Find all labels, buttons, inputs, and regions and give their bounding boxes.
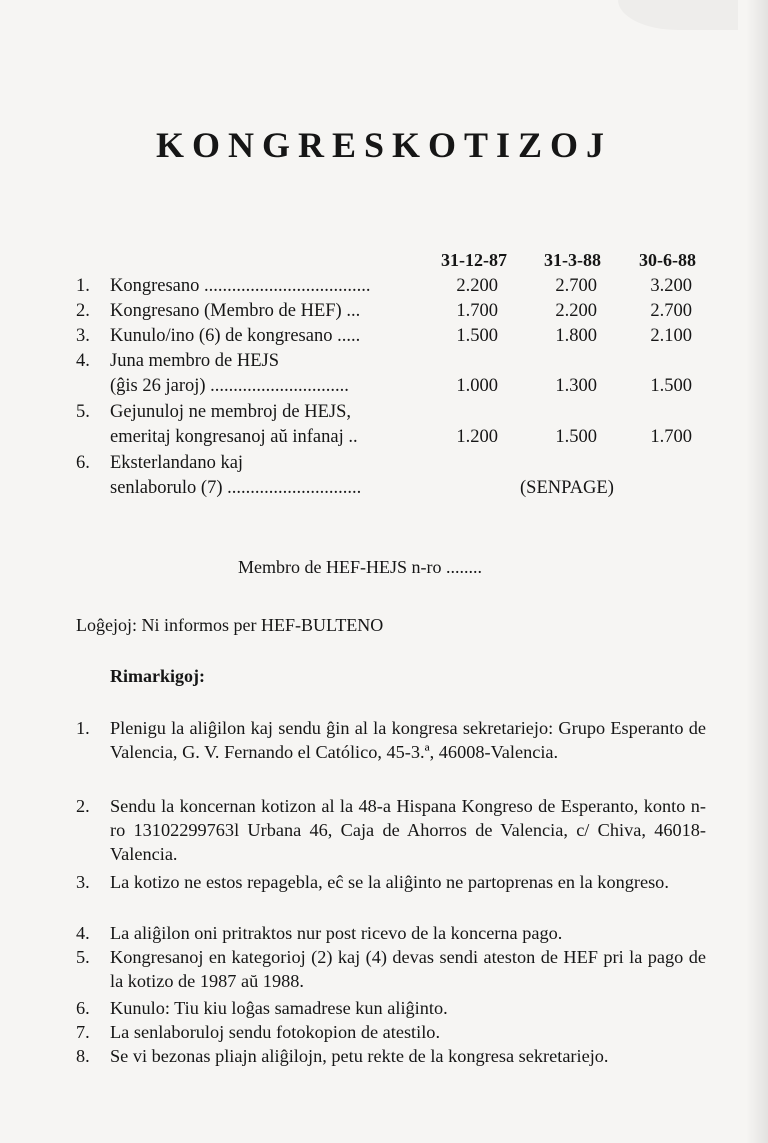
remark-item <box>76 996 706 1020</box>
fee-value: 2.100 <box>650 326 692 346</box>
remark-text: La senlaboruloj sendu fotokopion de atestilo. <box>110 1022 441 1042</box>
remark-number: 4. <box>76 923 90 943</box>
fee-value: 1.700 <box>456 301 498 321</box>
fee-row-number: 1. <box>76 276 90 296</box>
fee-row-label: Eksterlandano kaj <box>110 453 244 473</box>
fee-value: 1.200 <box>456 427 498 447</box>
remark-item <box>76 1044 706 1068</box>
remark-text: Plenigu la aliĝilon kaj sendu ĝin al la kongresa sekretariejo: Grupo Esperanto de Valencia, G. V. Fernando el Católico, 45-3.ª, 46008-Valencia. <box>110 718 706 762</box>
fee-row-label: Kongresano .................................... <box>110 276 371 296</box>
remark-item <box>76 1020 706 1044</box>
fee-value-free: (SENPAGE) <box>520 478 614 498</box>
fee-row-label-continued: senlaborulo (7) ............................. <box>110 478 362 498</box>
member-number-line: Membro de HEF-HEJS n-ro ........ <box>238 557 482 577</box>
page-title: KONGRESKOTIZOJ <box>155 125 613 165</box>
remark-text: La aliĝilon oni pritraktos nur post ricevo de la koncerna pago. <box>110 923 563 943</box>
fee-value: 3.200 <box>650 276 692 296</box>
page-edge-shadow <box>746 0 768 1143</box>
fee-row-label-continued: (ĝis 26 jaroj) .............................. <box>110 376 349 396</box>
fee-row-label: Juna membro de HEJS <box>110 351 280 371</box>
fee-value: 1.300 <box>555 376 597 396</box>
fee-row-number: 5. <box>76 402 90 422</box>
remark-text: Kunulo: Tiu kiu loĝas samadrese kun aliĝinto. <box>110 998 448 1018</box>
remark-text: Sendu la koncernan kotizon al la 48-a Hispana Kongreso de Esperanto, konto n-ro 13102299763l Urbana 46, Caja de Ahorros de Valencia, c/ Chiva, 46018-Valencia. <box>110 796 706 864</box>
fee-row-label: Kongresano (Membro de HEF) ... <box>110 301 361 321</box>
remark-number: 6. <box>76 998 90 1018</box>
fee-row-label: Kunulo/ino (6) de kongresano ..... <box>110 326 361 346</box>
fee-row-number: 2. <box>76 301 90 321</box>
fee-value: 2.200 <box>456 276 498 296</box>
fee-row-number: 6. <box>76 453 90 473</box>
remark-item <box>76 870 706 894</box>
fee-row-label: Gejunuloj ne membroj de HEJS, <box>110 402 351 422</box>
accommodation-note: Loĝejoj: Ni informos per HEF-BULTENO <box>76 615 384 635</box>
remark-text: La kotizo ne estos repagebla, eĉ se la aliĝinto ne partoprenas en la kongreso. <box>110 872 669 892</box>
fee-value: 2.700 <box>555 276 597 296</box>
remark-item <box>76 716 706 764</box>
fee-header-date-2: 31-3-88 <box>544 250 601 270</box>
remarks-heading: Rimarkigoj: <box>110 666 205 686</box>
remark-number: 3. <box>76 872 90 892</box>
remark-item <box>76 945 706 993</box>
remark-number: 7. <box>76 1022 90 1042</box>
fee-value: 1.500 <box>456 326 498 346</box>
fee-value: 2.700 <box>650 301 692 321</box>
remark-item <box>76 794 706 866</box>
fee-value: 1.500 <box>650 376 692 396</box>
fee-row-number: 3. <box>76 326 90 346</box>
fee-value: 1.700 <box>650 427 692 447</box>
remark-text: Se vi bezonas pliajn aliĝilojn, petu rekte de la kongresa sekretariejo. <box>110 1046 609 1066</box>
remark-number: 2. <box>76 796 90 816</box>
fee-value: 2.200 <box>555 301 597 321</box>
fee-row-label-continued: emeritaj kongresanoj aŭ infanaj .. <box>110 427 358 447</box>
fee-value: 1.800 <box>555 326 597 346</box>
fee-header-date-3: 30-6-88 <box>639 250 696 270</box>
fee-header-date-1: 31-12-87 <box>441 250 507 270</box>
fee-row-number: 4. <box>76 351 90 371</box>
fee-value: 1.000 <box>456 376 498 396</box>
remark-number: 8. <box>76 1046 90 1066</box>
page-corner-fold <box>618 0 738 30</box>
remark-number: 5. <box>76 947 90 967</box>
remark-number: 1. <box>76 718 90 738</box>
remark-item <box>76 921 706 945</box>
remark-text: Kongresanoj en kategorioj (2) kaj (4) devas sendi ateston de HEF pri la pago de la kotizo de 1987 aŭ 1988. <box>110 947 706 991</box>
fee-value: 1.500 <box>555 427 597 447</box>
